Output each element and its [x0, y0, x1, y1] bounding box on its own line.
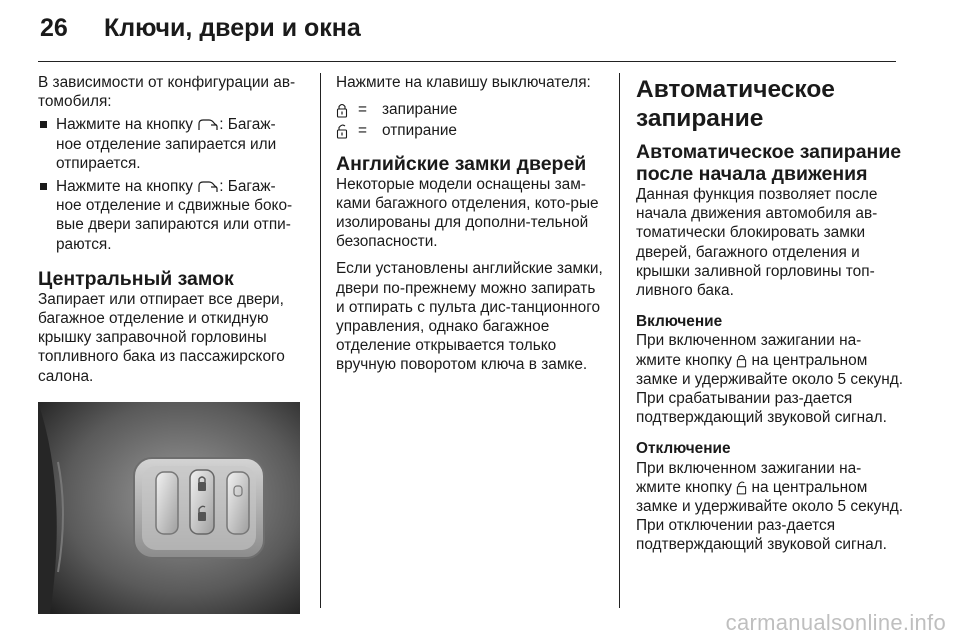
unlock-icon	[736, 480, 747, 495]
bullet-icon	[40, 183, 47, 190]
column-divider	[320, 73, 321, 608]
tailgate-icon	[197, 118, 219, 132]
column-right	[636, 73, 904, 555]
main-heading: Автоматическое запирание	[636, 76, 835, 132]
enable-heading: Включение	[636, 313, 723, 331]
disable-heading: Отключение	[636, 440, 731, 458]
lock-icon	[336, 102, 348, 118]
section-text: Данная функция позволяет после начала движения автомобиля ав-томатически блокировать замки дверей, багажного отделения и крышки заливной горловины топ-ливного бака.	[636, 186, 878, 300]
unlock-icon	[336, 123, 348, 139]
page-header	[40, 14, 361, 54]
watermark: carmanualsonline.info	[725, 610, 946, 635]
bullet-icon	[40, 121, 47, 128]
section-text: Некоторые модели оснащены зам-ками багажного отделения, кото-рые изолированы для дополни-тельной безопасности.	[336, 175, 599, 251]
central-lock-switch-photo	[38, 402, 300, 614]
section-text: Если установлены английские замки, двери по-прежнему можно запирать и отпирать с пульта дис-танционного управления, однако багажное отделение открывается только вручную поворотом ключа в замке.	[336, 260, 603, 374]
list-item: Нажмите на кнопку : Багаж-ное отделение запирается или отпирается.	[38, 115, 300, 173]
section-heading: Английские замки дверей	[336, 152, 587, 175]
legend-label: отпирание	[382, 122, 457, 140]
column-left	[38, 73, 300, 614]
intro-text: Нажмите на клавишу выключателя:	[336, 74, 591, 91]
header-rule	[38, 61, 896, 62]
sub-heading: Автоматическое запирание после начала движения	[636, 141, 902, 185]
enable-text: При включенном зажигании на-жмите кнопку на центральном замке и удерживайте около 5 секунд. При срабатывании раз-дается подтверждающий звуковой сигнал.	[636, 332, 903, 427]
tailgate-icon	[197, 180, 219, 194]
column-divider	[619, 73, 620, 608]
page-number: 26	[40, 14, 68, 42]
disable-text: При включенном зажигании на-жмите кнопку на центральном замке и удерживайте около 5 секунд. При отключении раз-дается подтверждающий звуковой сигнал.	[636, 459, 903, 554]
page-title: Ключи, двери и окна	[104, 14, 361, 42]
section-text: Запирает или отпирает все двери, багажное отделение и откидную крышку заправочной горловины топливного бака из пассажирского салона.	[38, 290, 285, 385]
section-heading: Центральный замок	[38, 267, 234, 290]
list-item: Нажмите на кнопку : Багаж-ное отделение и сдвижные боко-вые двери запираются или отпи-раются.	[38, 177, 300, 254]
intro-text: В зависимости от конфигурации ав-томобиля:	[38, 74, 296, 111]
lock-icon	[736, 353, 747, 368]
legend-label: запирание	[382, 101, 458, 119]
legend-item: = запирание	[336, 100, 608, 119]
column-middle	[336, 73, 608, 375]
legend-item: = отпирание	[336, 121, 608, 140]
